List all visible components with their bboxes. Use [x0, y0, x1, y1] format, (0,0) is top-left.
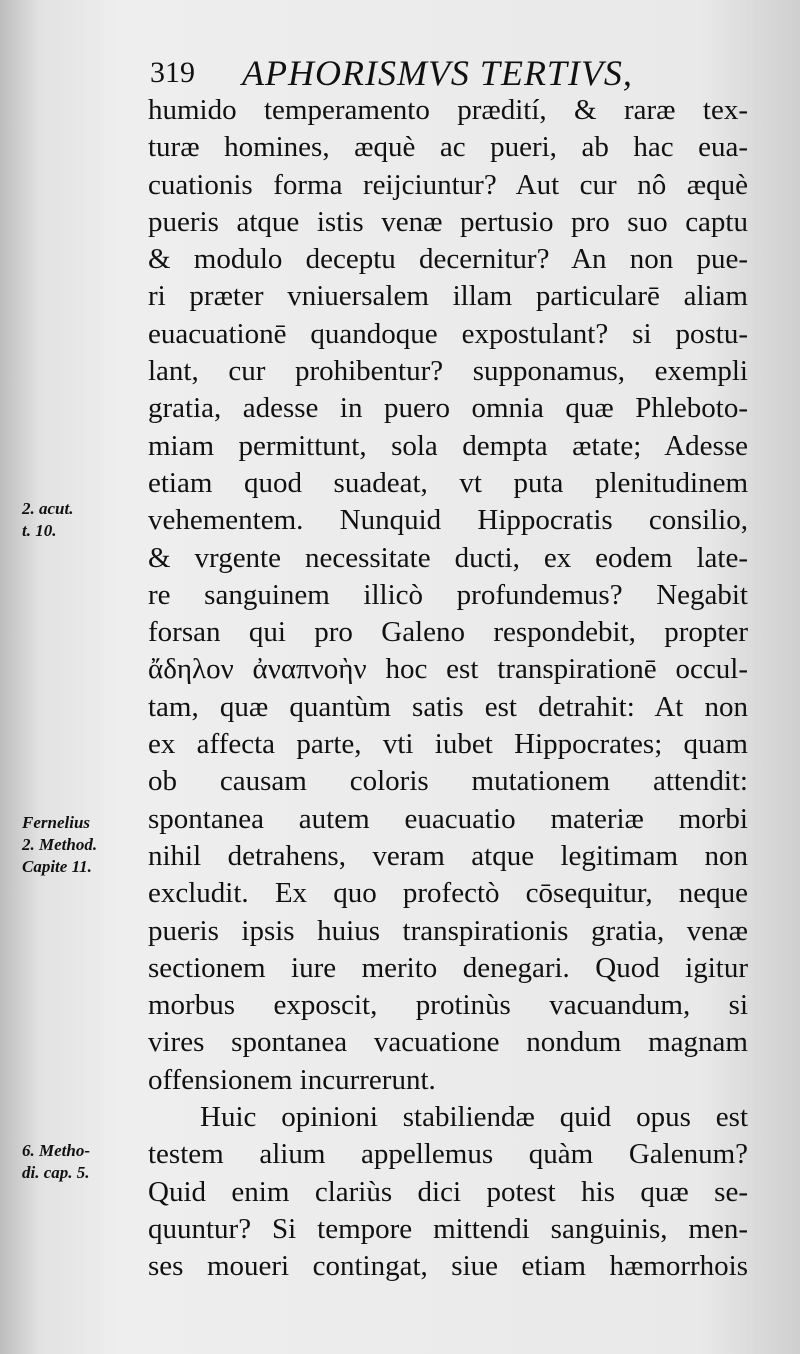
text-line: & modulo deceptu decernitur? An non pue- — [148, 243, 748, 276]
margin-note — [22, 1140, 140, 1184]
margin-note-line: 6. Metho- — [22, 1141, 90, 1160]
text-line: forsan qui pro Galeno respondebit, propter — [148, 616, 748, 649]
text-line: tam, quæ quantùm satis est detrahit: At non — [148, 690, 748, 723]
margin-note-line: Capite 11. — [22, 857, 92, 876]
text-line: etiam quod suadeat, vt puta plenitudinem — [148, 466, 748, 499]
text-line: testem alium appellemus quàm Galenum? — [148, 1138, 748, 1171]
text-line: vires spontanea vacuatione nondum magnam — [148, 1026, 748, 1059]
text-line: morbus exposcit, protinùs vacuandum, si — [148, 989, 748, 1022]
text-line-greek: ἄδηλον ἀναπνοὴν hoc est transpirationē occul- — [148, 653, 748, 686]
text-line: pueris atque istis venæ pertusio pro suo captu — [148, 205, 748, 238]
text-line: humido temperamento prædití, & raræ tex- — [148, 94, 748, 126]
text-line: miam permittunt, sola dempta ætate; Adesse — [148, 429, 748, 462]
text-line: quuntur? Si tempore mittendi sanguinis, men- — [148, 1212, 748, 1245]
text-line: spontanea autem euacuatio materiæ morbi — [148, 802, 748, 835]
text-line: & vrgente necessitate ducti, ex eodem late- — [148, 541, 748, 574]
text-line: Quid enim clariùs dici potest his quæ se- — [148, 1175, 748, 1208]
margin-note-line: 2. Method. — [22, 835, 98, 854]
margin-note-line: t. 10. — [22, 521, 57, 540]
text-line: gratia, adesse in puero omnia quæ Phleboto- — [148, 392, 748, 425]
paragraph-start-line: Huic opinioni stabiliendæ quid opus est — [200, 1101, 748, 1134]
page-header — [150, 52, 710, 96]
text-line: ri præter vniuersalem illam particularē aliam — [148, 280, 748, 313]
text-line: turæ homines, æquè ac pueri, ab hac eua- — [148, 131, 748, 164]
body-text — [148, 92, 748, 1286]
text-line: ses moueri contingat, siue etiam hæmorrhois — [148, 1250, 748, 1283]
text-line: ob causam coloris mutationem attendit: — [148, 765, 748, 798]
text-line: euacuationē quandoque expostulant? si postu- — [148, 317, 748, 350]
margin-note-line: Fernelius — [22, 813, 91, 832]
margin-note — [22, 812, 140, 878]
margin-note — [22, 498, 140, 542]
page-number: 319 — [150, 56, 195, 89]
text-line: ex affecta parte, vti iubet Hippocrates; quam — [148, 728, 748, 761]
text-line: lant, cur prohibentur? supponamus, exempli — [148, 355, 748, 388]
text-line: pueris ipsis huius transpirationis gratia, venæ — [148, 914, 748, 947]
text-line: sectionem iure merito denegari. Quod igitur — [148, 951, 748, 984]
margin-note-line: di. cap. 5. — [22, 1163, 90, 1182]
running-title: APHORISMVS TERTIVS, — [242, 53, 633, 93]
text-line: nihil detrahens, veram atque legitimam non — [148, 839, 748, 872]
text-line: cuationis forma reijciuntur? Aut cur nô æquè — [148, 168, 748, 201]
margin-note-line: 2. acut. — [22, 499, 74, 518]
text-line: vehementem. Nunquid Hippocratis consilio, — [148, 504, 748, 537]
text-line: re sanguinem illicò profundemus? Negabit — [148, 578, 748, 611]
text-line: offensionem incurrerunt. — [148, 1063, 436, 1096]
text-line: excludit. Ex quo profectò cōsequitur, neque — [148, 877, 748, 910]
